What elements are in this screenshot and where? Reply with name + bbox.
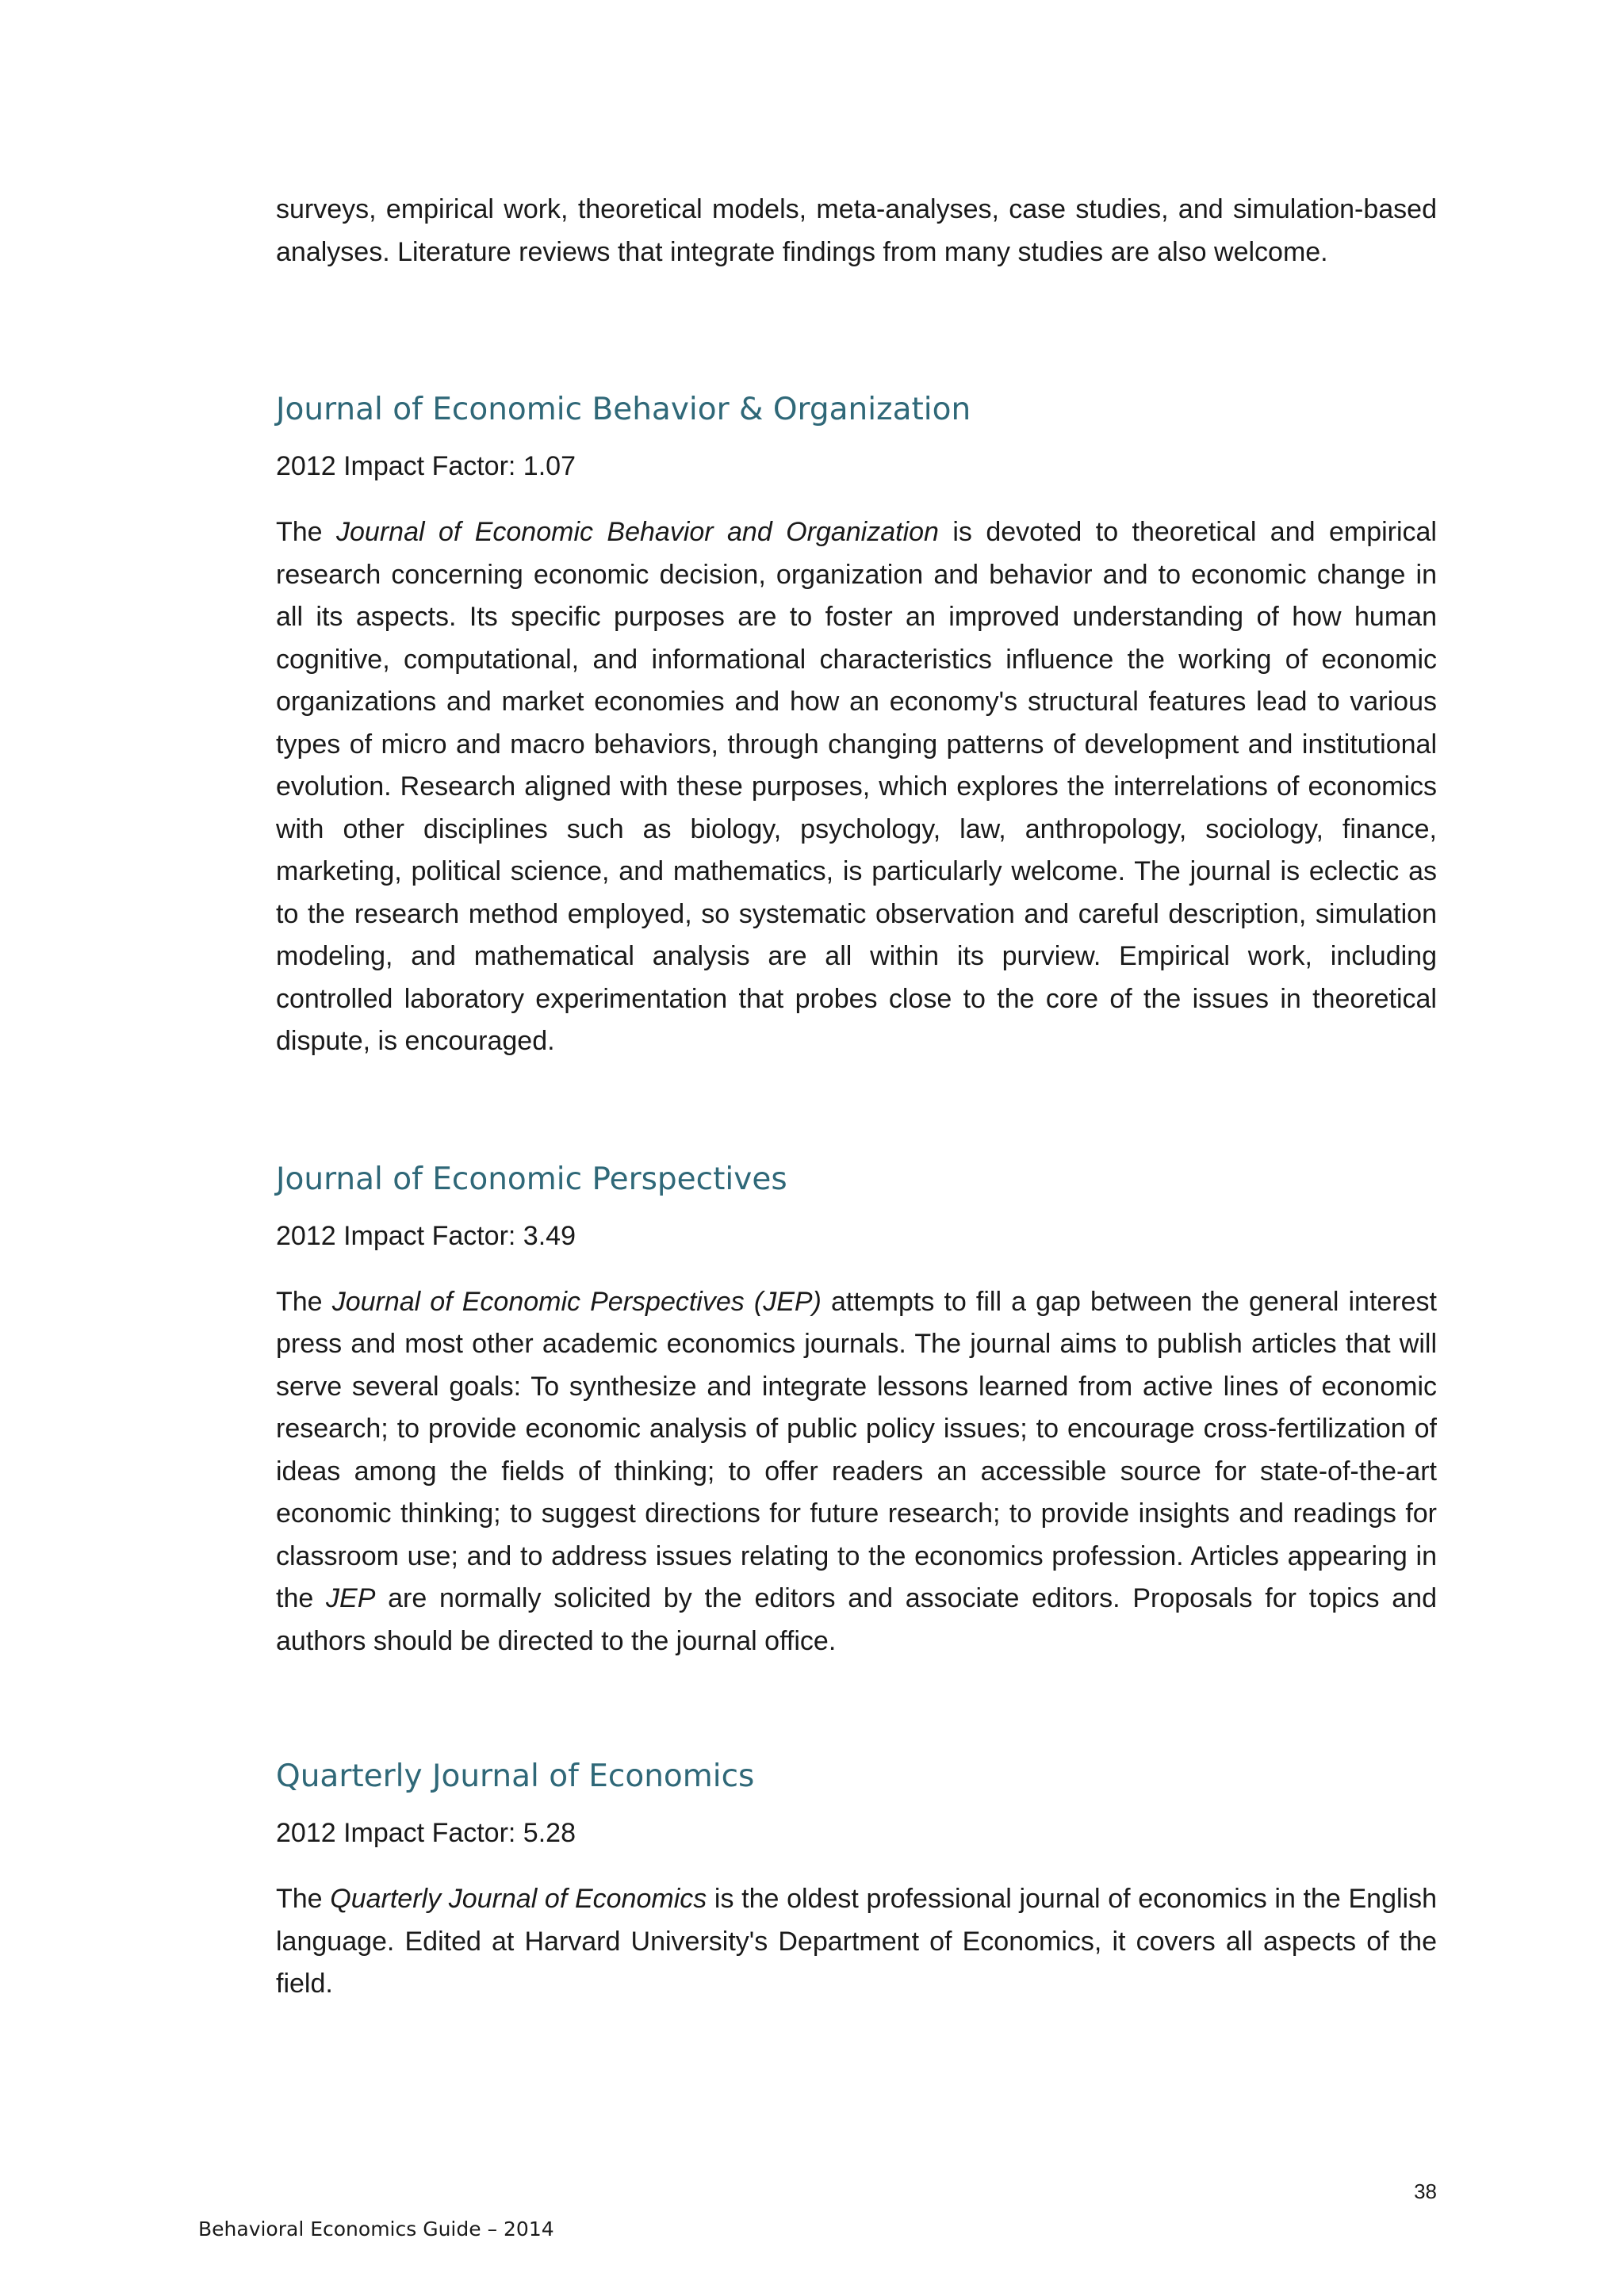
description-lead: The	[276, 1884, 331, 1914]
description-lead: The	[276, 517, 337, 547]
journal-title: Journal of Economic Behavior & Organization	[276, 392, 971, 427]
page-number: 38	[1414, 2179, 1437, 2203]
description-lead: The	[276, 1286, 332, 1317]
journal-title: Journal of Economic Perspectives	[276, 1161, 787, 1197]
impact-factor: 2012 Impact Factor: 1.07	[276, 451, 576, 481]
journal-description	[276, 1878, 1437, 2006]
journal-section-jebo	[276, 389, 1437, 1063]
description-text: is the oldest professional journal of economics in the English language. Edited at Harvard University's Department of Economics, it covers all aspects of the field.	[276, 1884, 1437, 1999]
description-text: is devoted to theoretical and empirical research concerning economic decision, organization and behavior and to economic change in all its aspects. Its specific purposes are to foster an improved understanding of how human cognitive, computational, and informational characteristics influence the working of economic organizations and market economies and how an economy's structural features lead to various types of micro and macro behaviors, through changing patterns of development and institutional evolution. Research aligned with these purposes, which explores the interrelations of economics with other disciplines such as biology, psychology, law, anthropology, sociology, finance, marketing, political science, and mathematics, is particularly welcome. The journal is eclectic as to the research method employed, so systematic observation and careful description, simulation modeling, and mathematical analysis are all within its purview. Empirical work, including controlled laboratory experimentation that probes close to the core of the issues in theoretical dispute, is encouraged.	[276, 517, 1437, 1056]
footer-guide-title: Behavioral Economics Guide – 2014	[198, 2218, 554, 2241]
impact-factor: 2012 Impact Factor: 5.28	[276, 1818, 576, 1848]
journal-section-qje	[276, 1756, 1437, 2006]
journal-title: Quarterly Journal of Economics	[276, 1758, 755, 1794]
description-text-end: are normally solicited by the editors and associate editors. Proposals for topics and authors should be directed to the journal office.	[276, 1583, 1437, 1656]
journal-section-jep	[276, 1159, 1437, 1663]
intro-paragraph: surveys, empirical work, theoretical models, meta-analyses, case studies, and simulation-based analyses. Literature reviews that integrate findings from many studies are also welcome.	[276, 194, 1437, 267]
page-content	[276, 189, 1437, 2006]
journal-description	[276, 511, 1437, 1063]
journal-name-italic: Quarterly Journal of Economics	[330, 1884, 707, 1914]
journal-description	[276, 1281, 1437, 1663]
journal-name-italic: Journal of Economic Perspectives (JEP)	[331, 1286, 822, 1317]
journal-abbrev-italic: JEP	[326, 1583, 376, 1613]
journal-name-italic: Journal of Economic Behavior and Organization	[336, 517, 939, 547]
description-text: attempts to fill a gap between the general interest press and most other academic economics journals. The journal aims to publish articles that will serve several goals: To synthesize and integrate lessons learned from active lines of economic research; to provide economic analysis of public policy issues; to encourage cross-fertilization of ideas among the fields of thinking; to offer readers an accessible source for state-of-the-art economic thinking; to suggest directions for future research; to provide insights and readings for classroom use; and to address issues relating to the economics profession. Articles appearing in the	[276, 1286, 1437, 1613]
impact-factor: 2012 Impact Factor: 3.49	[276, 1220, 576, 1251]
